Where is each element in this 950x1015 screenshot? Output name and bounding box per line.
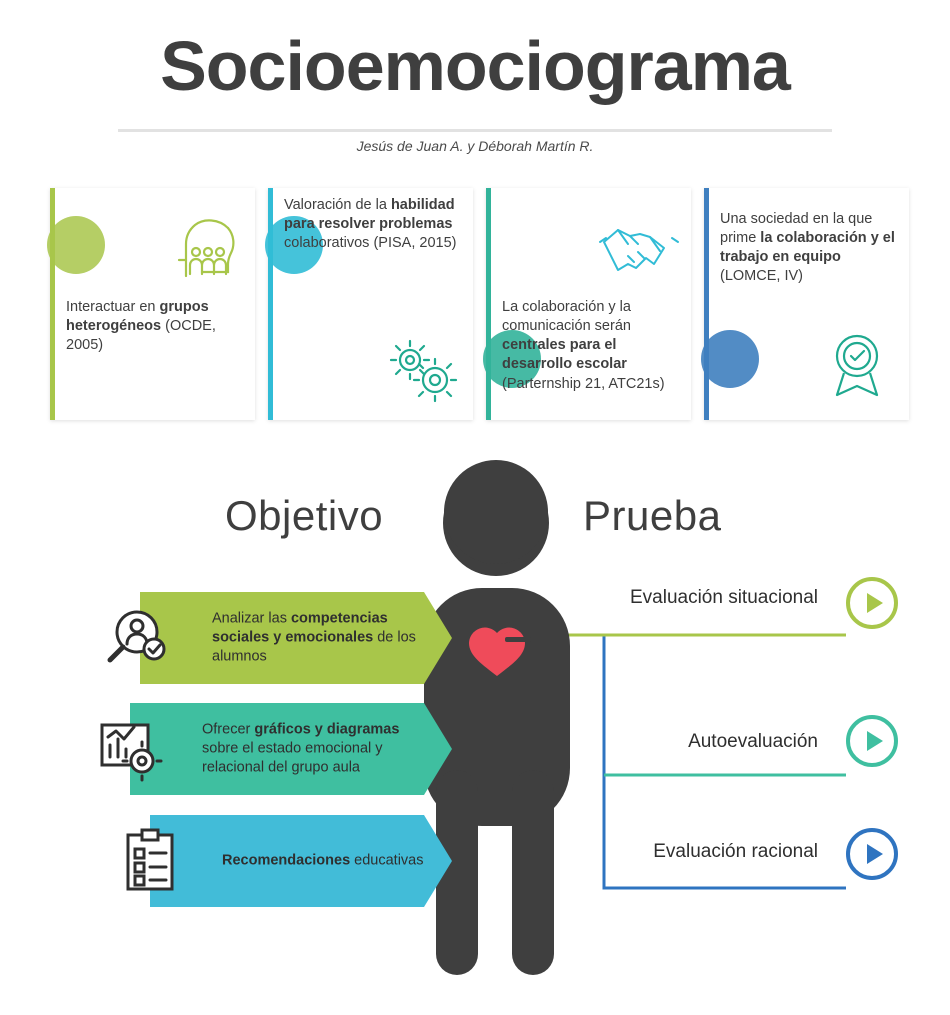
play-icon[interactable]	[846, 715, 898, 767]
card-text-2: Valoración de la habilidad para resolver problemas colaborativos (PISA, 2015)	[284, 197, 457, 252]
prueba-label-1[interactable]: Evaluación situacional	[629, 587, 818, 608]
play-icon[interactable]	[846, 577, 898, 629]
card-text-3: La colaboración y la comunicación serán centrales para el desarrollo escolar (Parternship 21, ATC21s)	[502, 299, 665, 392]
chart-diagram-icon	[94, 713, 166, 785]
objetivo-item-3[interactable]	[150, 815, 452, 907]
objetivo-item-2[interactable]	[130, 703, 452, 795]
prueba-heading: Prueba	[583, 492, 722, 539]
magnifier-person-check-icon	[104, 602, 176, 674]
card-text-4: Una sociedad en la que prime la colaboración y el trabajo en equipo (LOMCE, IV)	[720, 211, 895, 285]
objetivo-text-3: Recomendaciones educativas	[222, 852, 424, 869]
page-title: Socioemociograma	[160, 27, 790, 105]
objetivo-text-1: Analizar las competencias sociales y emocionales de los alumnos	[212, 610, 416, 665]
play-icon[interactable]	[846, 828, 898, 880]
prueba-label-3[interactable]: Evaluación racional	[653, 841, 818, 862]
objetivo-heading: Objetivo	[225, 492, 384, 539]
prueba-label-2[interactable]: Autoevaluación	[688, 731, 818, 752]
authors-subtitle: Jesús de Juan A. y Déborah Martín R.	[356, 138, 594, 154]
checklist-clipboard-icon	[114, 825, 186, 897]
objetivo-item-1[interactable]	[140, 592, 452, 684]
card-text-1: Interactuar en grupos heterogéneos (OCDE, 2005)	[66, 299, 216, 354]
play-triangle	[867, 844, 883, 864]
objetivo-text-2: Ofrecer gráficos y diagramas sobre el estado emocional y relacional del grupo aula	[202, 721, 400, 776]
play-triangle	[867, 731, 883, 751]
play-triangle	[867, 593, 883, 613]
